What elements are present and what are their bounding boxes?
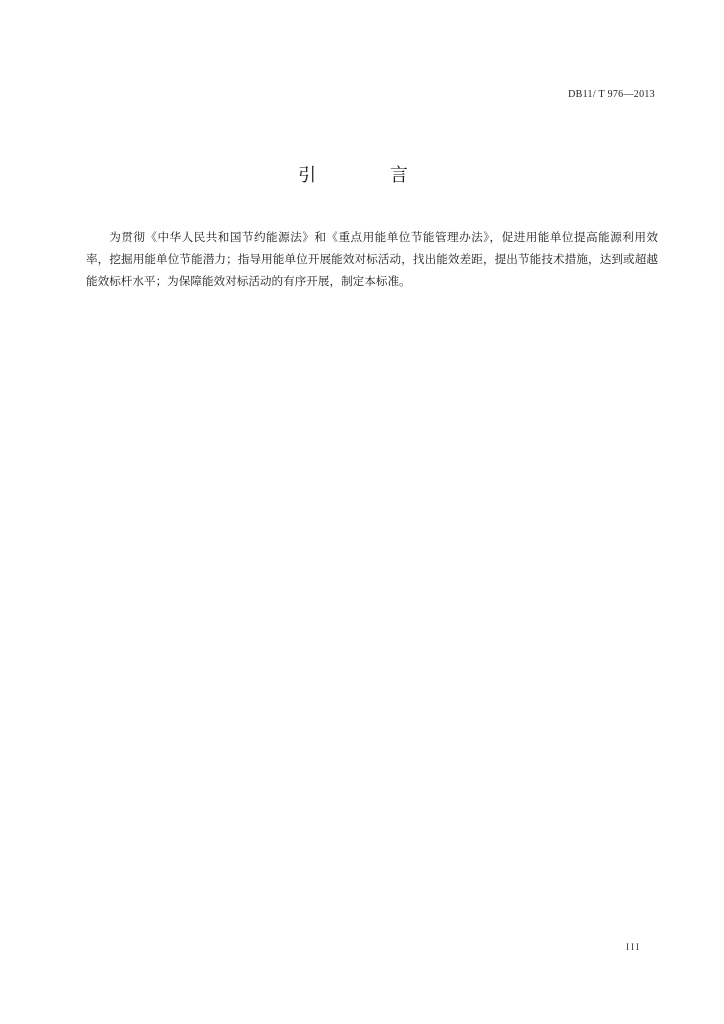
section-title: 引 言 [298,165,442,186]
page-number: III [626,942,641,952]
standard-code: DB11/ T 976—2013 [568,89,655,100]
intro-paragraph: 为贯彻《中华人民共和国节约能源法》和《重点用能单位节能管理办法》，促进用能单位提高能源利用效率，挖掘用能单位节能潜力；指导用能单位开展能效对标活动，找出能效差距，提出节能技术措施，达到或超越能效标杆水平；为保障能效对标活动的有序开展，制定本标准。 [86,230,658,288]
